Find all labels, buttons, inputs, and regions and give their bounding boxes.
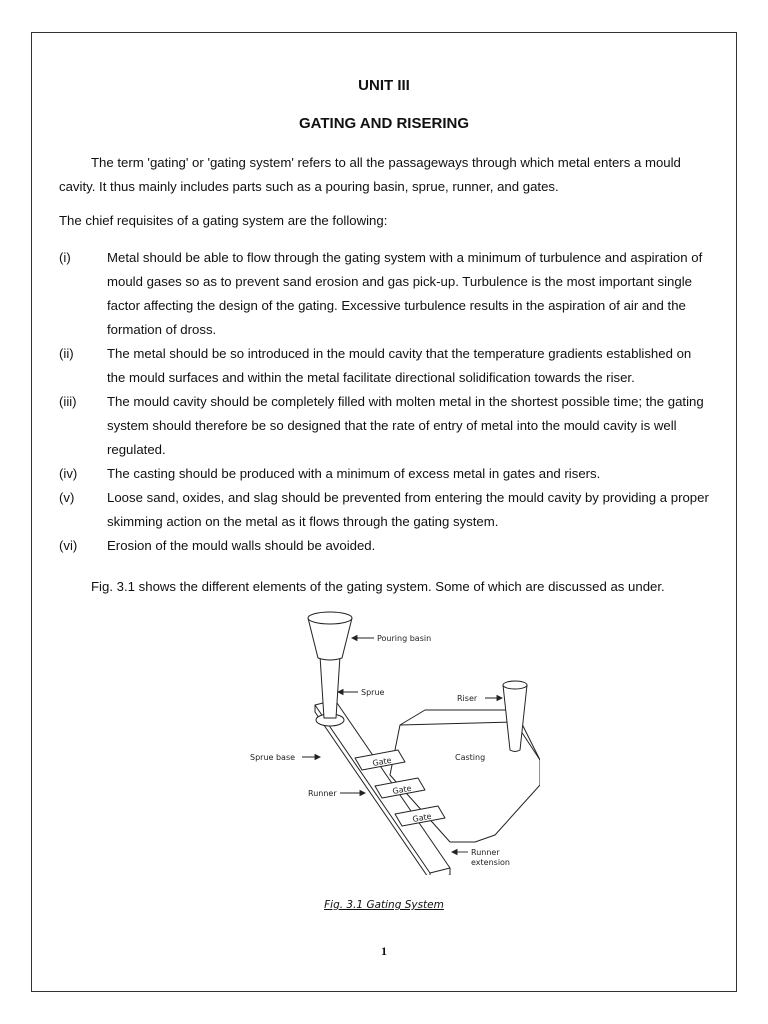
gating-system-diagram bbox=[240, 610, 540, 875]
list-item-number: (iv) bbox=[59, 466, 78, 481]
list-item-text: Loose sand, oxides, and slag should be prevented from entering the mould cavity by providing a proper skimming action on the metal as it flows through the gating system. bbox=[107, 490, 709, 529]
requisites-list bbox=[59, 246, 711, 558]
list-item-text: The metal should be so introduced in the mould cavity that the temperature gradients established on the mould surfaces and within the metal facilitate directional solidification towards the riser. bbox=[107, 346, 692, 385]
list-item-number: (i) bbox=[59, 250, 71, 265]
list-item bbox=[59, 534, 711, 558]
list-item-text: The mould cavity should be completely filled with molten metal in the shortest possible time; the gating system should therefore be so designed that the rate of entry of metal into the mould cavity is well regulated. bbox=[107, 394, 704, 457]
label-casting: Casting bbox=[455, 753, 486, 762]
list-item bbox=[59, 342, 711, 390]
label-gate-3: Gate bbox=[411, 811, 433, 824]
label-runner-extension-line2: extension bbox=[471, 858, 510, 867]
label-runner: Runner bbox=[308, 789, 337, 798]
list-item-text: Metal should be able to flow through the gating system with a minimum of turbulence and aspiration of mould gases so as to prevent sand erosion and gas pick-up. Turbulence is the most important single factor affecting the design of the gating. Excessive turbulence results in the aspiration of air and the formation of dross. bbox=[107, 250, 703, 337]
riser-top bbox=[503, 681, 527, 689]
label-pouring-basin: Pouring basin bbox=[377, 634, 432, 643]
list-item-number: (iii) bbox=[59, 394, 77, 409]
label-gate-2: Gate bbox=[391, 783, 413, 796]
chapter-title: GATING AND RISERING bbox=[298, 115, 469, 132]
list-item-text: The casting should be produced with a minimum of excess metal in gates and risers. bbox=[107, 466, 601, 481]
requisites-intro: The chief requisites of a gating system are the following: bbox=[59, 213, 388, 228]
unit-heading: UNIT III bbox=[358, 77, 410, 94]
label-riser: Riser bbox=[457, 694, 478, 703]
list-item-number: (ii) bbox=[59, 346, 74, 361]
gating-system-figure bbox=[240, 610, 540, 875]
label-runner-extension-line1: Runner bbox=[471, 848, 500, 857]
list-item-number: (v) bbox=[59, 490, 75, 505]
label-sprue: Sprue bbox=[361, 688, 385, 697]
list-item-text: Erosion of the mould walls should be avoided. bbox=[107, 538, 376, 553]
list-item-number: (vi) bbox=[59, 538, 78, 553]
figure-intro: Fig. 3.1 shows the different elements of the gating system. Some of which are discussed as under. bbox=[91, 579, 665, 594]
list-item bbox=[59, 462, 711, 486]
list-item bbox=[59, 486, 711, 534]
intro-paragraph: The term 'gating' or 'gating system' refers to all the passageways through which metal enters a mould cavity. It thus mainly includes parts such as a pouring basin, sprue, runner, and gates. bbox=[59, 155, 681, 194]
figure-caption: Fig. 3.1 Gating System bbox=[324, 899, 444, 911]
list-item bbox=[59, 246, 711, 342]
label-sprue-base: Sprue base bbox=[250, 753, 296, 762]
list-item bbox=[59, 390, 711, 462]
label-gate-1: Gate bbox=[371, 755, 393, 768]
page-number: 1 bbox=[381, 944, 387, 958]
